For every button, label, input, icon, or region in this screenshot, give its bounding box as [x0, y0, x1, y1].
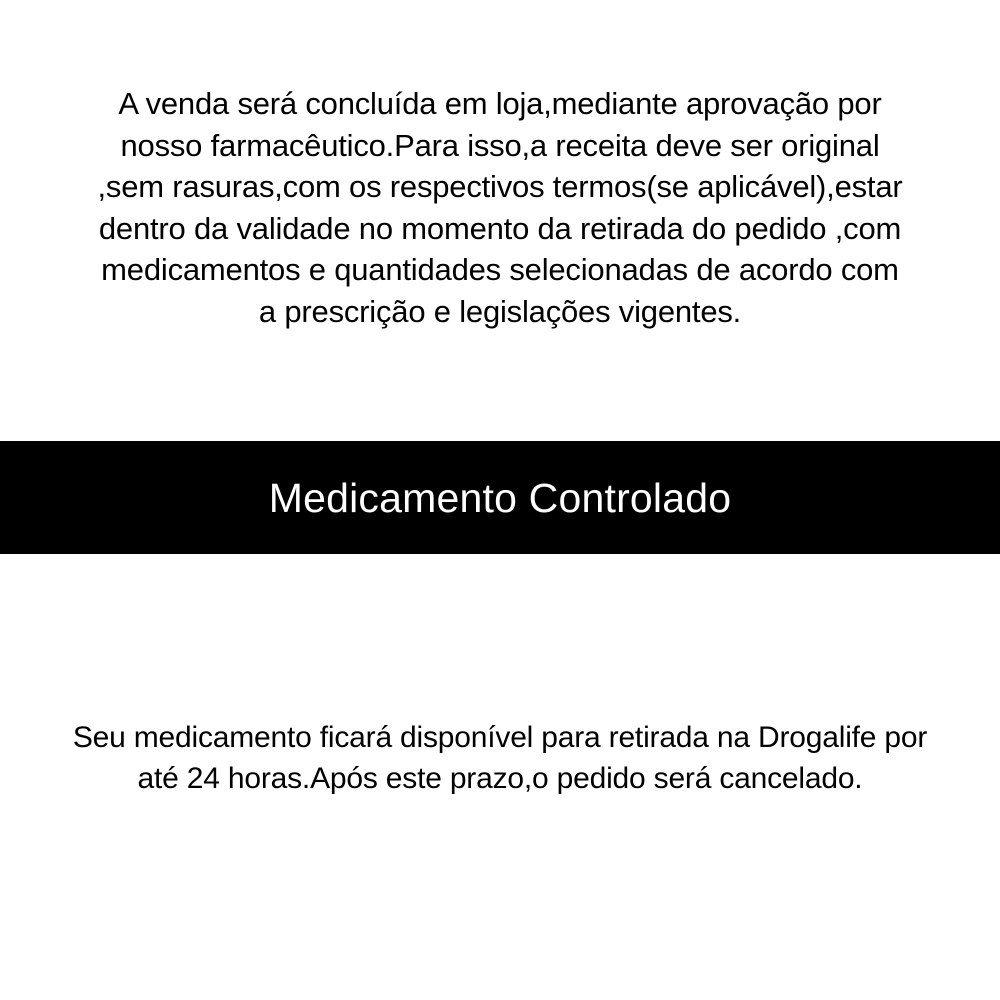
- sale-conditions-notice: A venda será concluída em loja,mediante aprovação por nosso farmacêutico.Para isso,a receita deve ser original ,sem rasuras,com os respectivos termos(se aplicável),estar dentro da validade no momento da retirada do pedido ,com medicamentos e quantidades selecionadas de acordo com a prescrição e legislações vigentes.: [97, 86, 903, 329]
- pickup-deadline-notice: Seu medicamento ficará disponível para retirada na Drogalife por até 24 horas.Após este prazo,o pedido será cancelado.: [72, 721, 928, 795]
- banner-title: Medicamento Controlado: [268, 474, 732, 521]
- controlled-medication-banner: [0, 441, 1000, 554]
